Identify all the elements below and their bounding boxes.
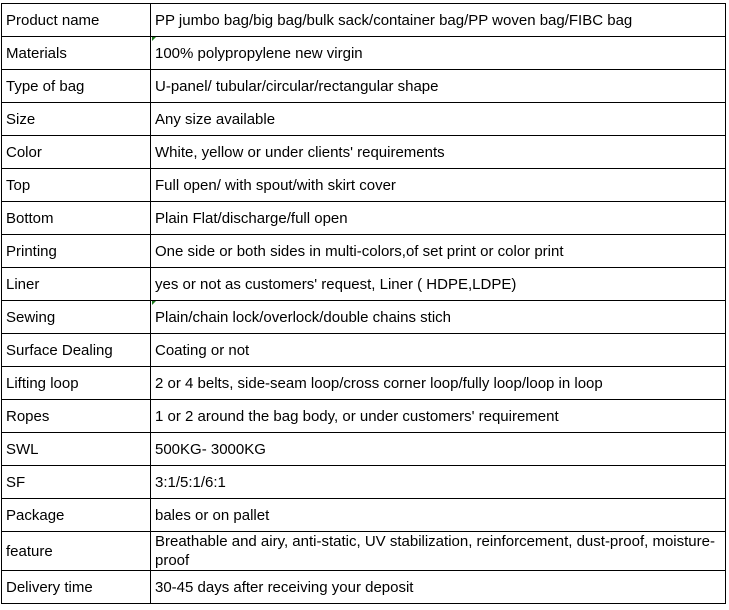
row-value: PP jumbo bag/big bag/bulk sack/container bag/PP woven bag/FIBC bag — [151, 4, 726, 37]
table-row — [2, 169, 726, 202]
row-value: 100% polypropylene new virgin — [151, 37, 726, 70]
table-row — [2, 4, 726, 37]
row-label: SF — [2, 466, 151, 499]
cell-comment-marker — [152, 37, 156, 41]
table-row — [2, 202, 726, 235]
row-value: Full open/ with spout/with skirt cover — [151, 169, 726, 202]
row-label: Package — [2, 499, 151, 532]
row-label: Top — [2, 169, 151, 202]
row-value: Plain Flat/discharge/full open — [151, 202, 726, 235]
table-row — [2, 136, 726, 169]
table-row — [2, 103, 726, 136]
table-row — [2, 235, 726, 268]
row-value: U-panel/ tubular/circular/rectangular shape — [151, 70, 726, 103]
row-label: Product name — [2, 4, 151, 37]
row-value: Breathable and airy, anti-static, UV stabilization, reinforcement, dust-proof, moisture-proof — [151, 532, 726, 571]
row-label: Lifting loop — [2, 367, 151, 400]
row-value: 3:1/5:1/6:1 — [151, 466, 726, 499]
row-value: 1 or 2 around the bag body, or under customers' requirement — [151, 400, 726, 433]
row-label: SWL — [2, 433, 151, 466]
table-row — [2, 466, 726, 499]
table-row — [2, 268, 726, 301]
row-value: White, yellow or under clients' requirements — [151, 136, 726, 169]
row-value: Any size available — [151, 103, 726, 136]
row-label: Type of bag — [2, 70, 151, 103]
row-label: Surface Dealing — [2, 334, 151, 367]
table-row — [2, 499, 726, 532]
row-value: 500KG- 3000KG — [151, 433, 726, 466]
row-label: Delivery time — [2, 571, 151, 604]
row-label: Materials — [2, 37, 151, 70]
row-value: Coating or not — [151, 334, 726, 367]
row-value: 2 or 4 belts, side-seam loop/cross corner loop/fully loop/loop in loop — [151, 367, 726, 400]
row-value: 30-45 days after receiving your deposit — [151, 571, 726, 604]
table-row — [2, 301, 726, 334]
table-row — [2, 433, 726, 466]
row-label: Sewing — [2, 301, 151, 334]
table-row — [2, 367, 726, 400]
row-label: Printing — [2, 235, 151, 268]
table-row — [2, 532, 726, 571]
row-label: feature — [2, 532, 151, 571]
table-row — [2, 334, 726, 367]
table-row — [2, 37, 726, 70]
row-label: Bottom — [2, 202, 151, 235]
row-label: Ropes — [2, 400, 151, 433]
table-row — [2, 400, 726, 433]
table-row — [2, 70, 726, 103]
spec-table — [1, 3, 726, 604]
row-value: One side or both sides in multi-colors,of set print or color print — [151, 235, 726, 268]
row-value: bales or on pallet — [151, 499, 726, 532]
spec-sheet — [1, 3, 726, 604]
row-label: Size — [2, 103, 151, 136]
row-label: Liner — [2, 268, 151, 301]
row-value: yes or not as customers' request, Liner ( HDPE,LDPE) — [151, 268, 726, 301]
cell-comment-marker — [152, 301, 156, 305]
row-value: Plain/chain lock/overlock/double chains stich — [151, 301, 726, 334]
table-row — [2, 571, 726, 604]
row-label: Color — [2, 136, 151, 169]
